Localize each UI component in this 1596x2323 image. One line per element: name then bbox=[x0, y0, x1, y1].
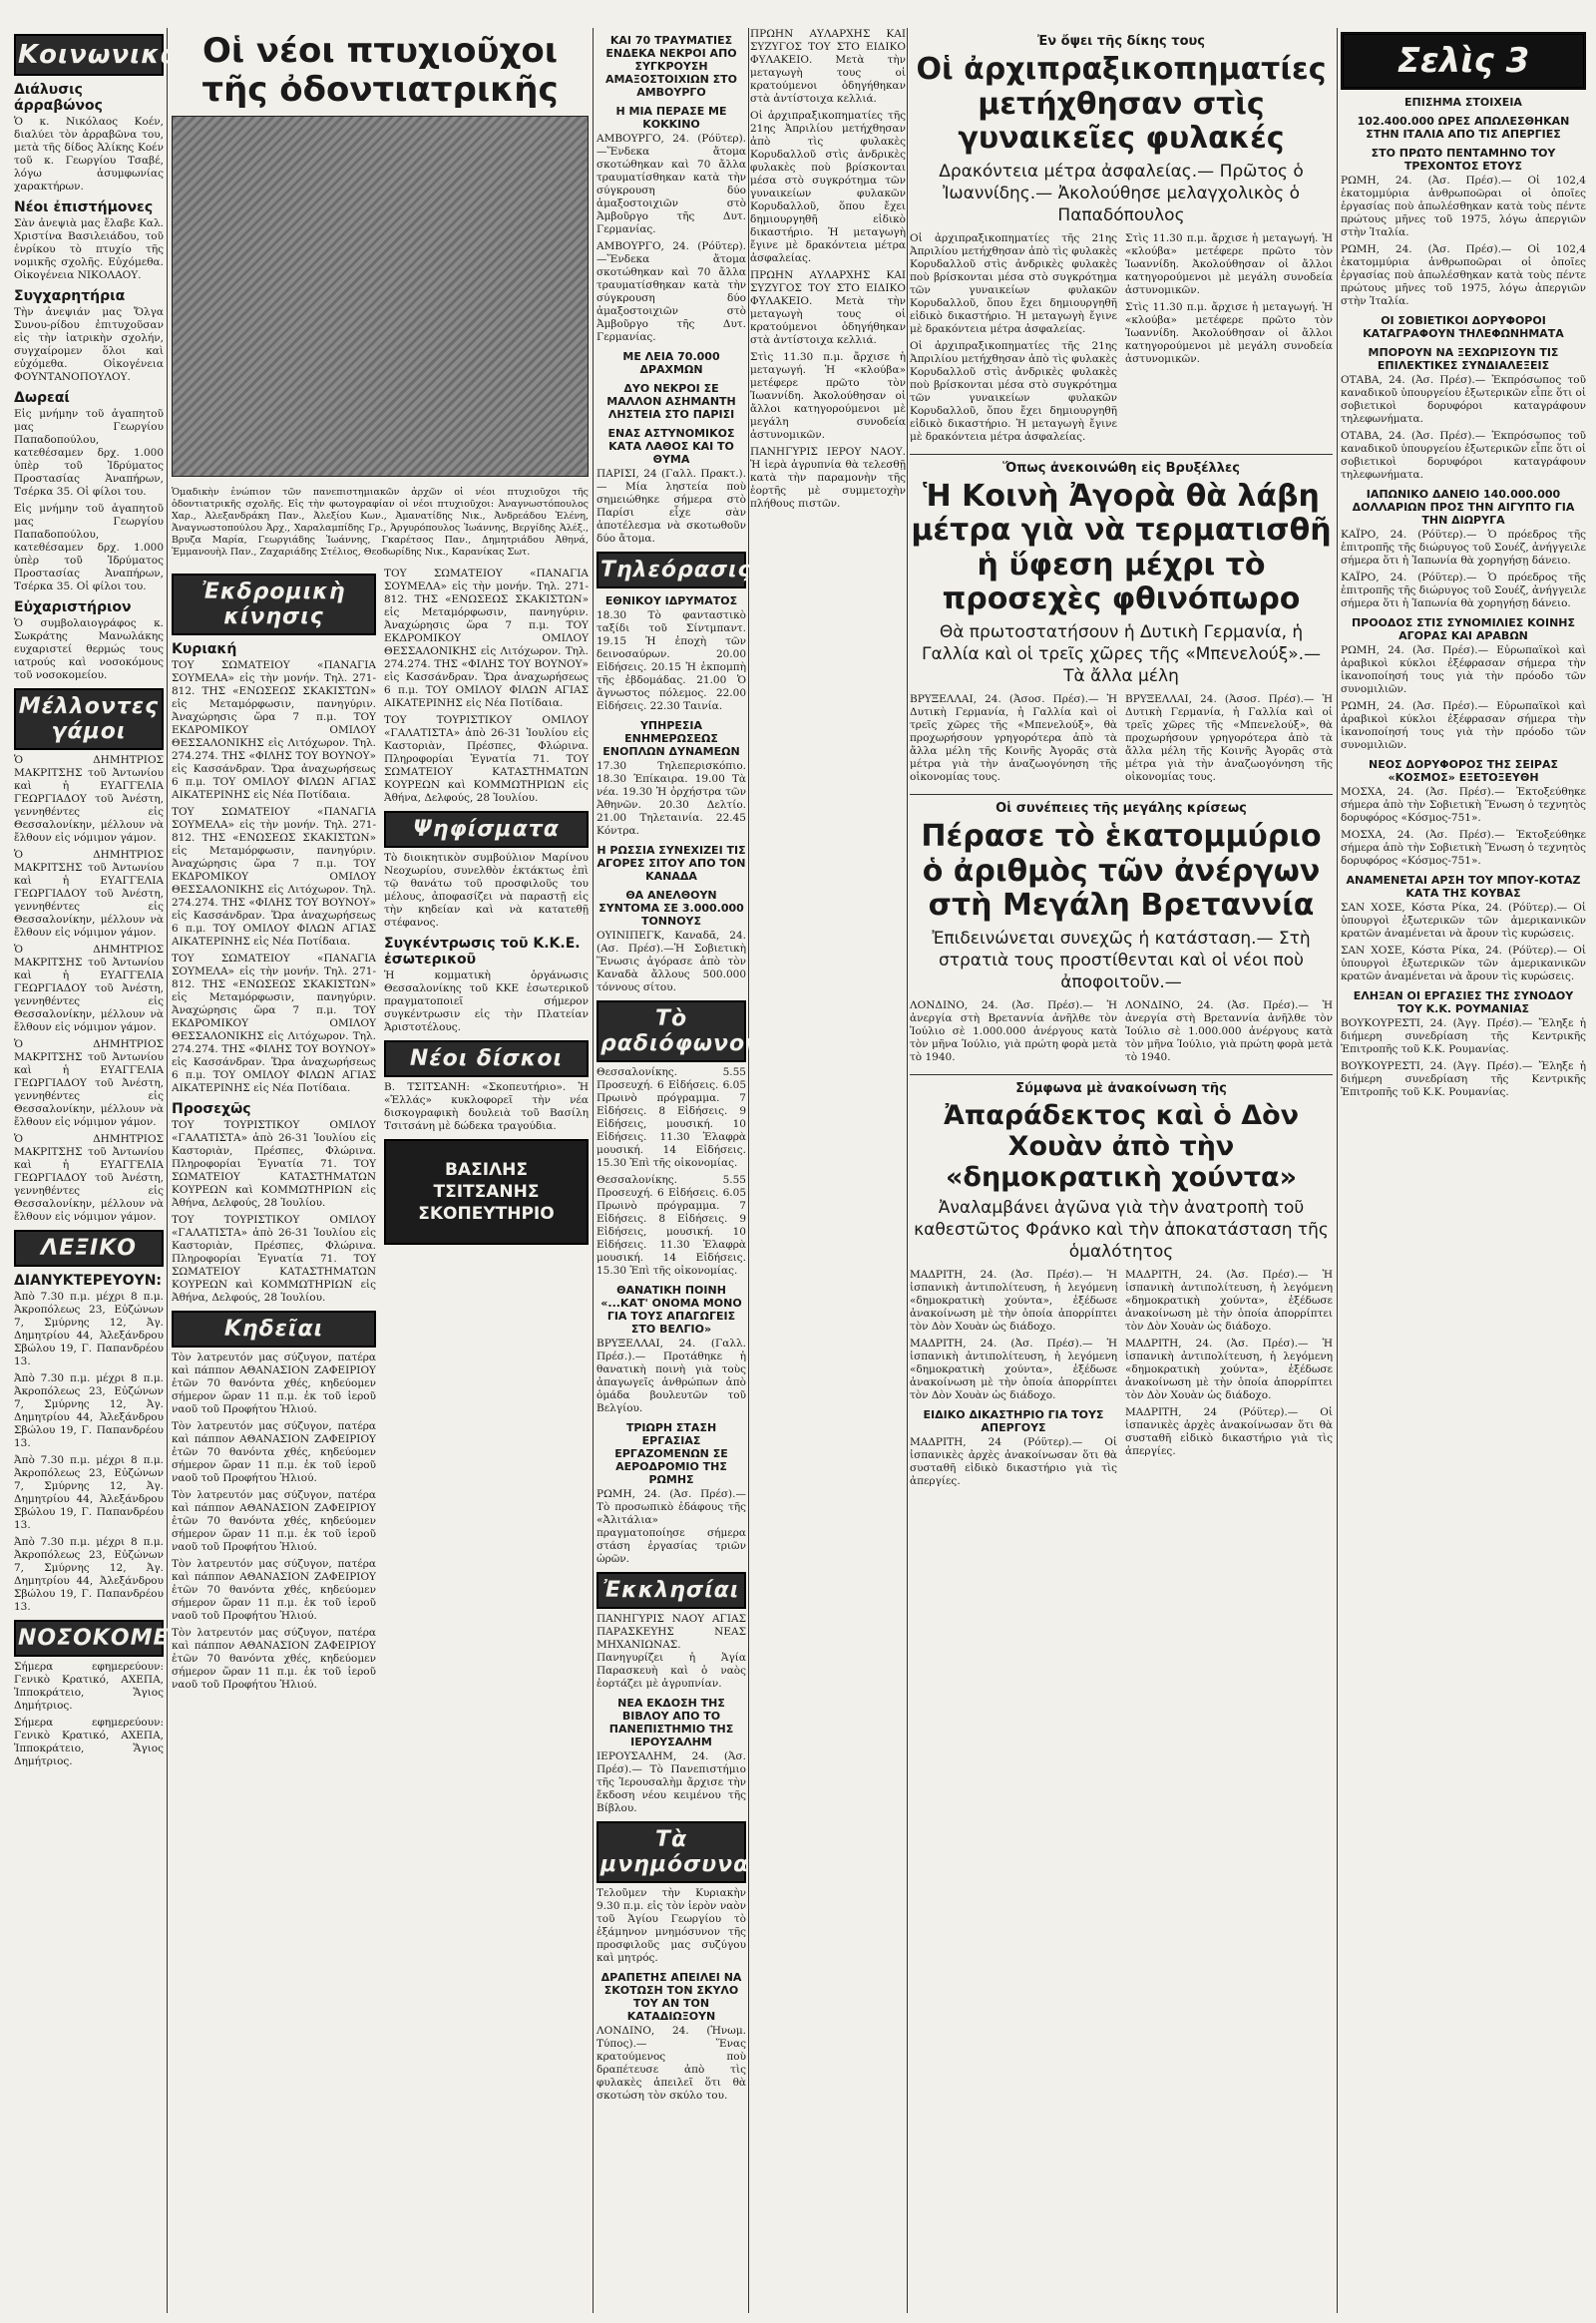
article-text: ΒΡΥΞΕΛΛΑΙ, 24. (Γαλλ. Πρέσ.).— Προτάθηκε ἡ θανατικὴ ποινὴ γιὰ τοὺς ἀπαγωγεῖς ἀνθρώπων ἀπὸ ὁμάδα βουλευτῶν τοῦ Βελγίου. bbox=[597, 1338, 746, 1414]
funeral-notice: Τὸν λατρευτόν μας σύζυγον, πατέρα καὶ πάππον ΑΘΑΝΑΣΙΟΝ ΖΑΦΕΙΡΙΟΥ ἐτῶν 70 θανόντα χθές, κηδεύομεν σήμερον ὥραν 11 π.μ. ἐκ τοῦ ἱεροῦ ναοῦ τοῦ Προφήτου Ἠλιού. bbox=[172, 1558, 376, 1623]
article-text: ΜΑΔΡΙΤΗ, 24. (Ἀσ. Πρέσ).— Ἡ ἰσπανικὴ ἀντιπολίτευση, ἡ λεγόμενη «δημοκρατικὴ χούντα», ἐξέδωσε ἀνακοίνωση μὲ τὴν ὁποία ἀπορρίπτει τὸν Δὸν Χουὰν ὡς διάδοχο. bbox=[910, 1338, 1117, 1402]
kicker: ΣΤΟ ΠΡΩΤΟ ΠΕΝΤΑΜΗΝΟ ΤΟΥ ΤΡΕΧΟΝΤΟΣ ΕΤΟΥΣ bbox=[1371, 147, 1556, 173]
kicker: Ὅπως ἀνεκοινώθη εἰς Βρυξέλλες bbox=[1002, 460, 1240, 476]
kicker: ΘΑΝΑΤΙΚΗ ΠΟΙΝΗ «...ΚΑΤ' ΟΝΟΜΑ ΜΟΝΟ ΓΙΑ ΤΟΥΣ ΑΠΑΓΩΓΕΙΣ ΣΤΟ ΒΕΛΓΙΟ» bbox=[600, 1284, 742, 1336]
article-text: ΠΑΝΗΓΥΡΙΣ ΙΕΡΟΥ ΝΑΟΥ. Ἡ ἱερὰ ἀγρυπνία θὰ τελεσθῇ κατὰ τὴν παραμονὴν τῆς ἑορτῆς μὲ συμμετοχὴν πλήθους πιστῶν. bbox=[750, 446, 906, 510]
article-col bbox=[1125, 1269, 1333, 1492]
article-text: ΡΩΜΗ, 24. (Ἀσ. Πρέσ).— Τὸ προσωπικὸ ἐδάφους τῆς «Ἀλιτάλια» πραγματοποίησε σήμερα στάση ἐργασίας τριῶν ὡρῶν. bbox=[597, 1488, 746, 1565]
excursion-text: ΤΟΥ ΣΩΜΑΤΕΙΟΥ «ΠΑΝΑΓΙΑ ΣΟΥΜΕΛΑ» εἰς τὴν μονήν. Τηλ. 271-812. ΤΗΣ «ΕΝΩΣΕΩΣ ΣΚΑΚΙΣΤΩΝ» εἰς Μεταμόρφωσιν, πανηγύριν. Ἀναχώρησις ὥρα 7 π.μ. ΤΟΥ ΕΚΔΡΟΜΙΚΟΥ ΟΜΙΛΟΥ ΘΕΣΣΑΛΟΝΙΚΗΣ εἰς Λιτόχωρον. Τηλ. 274.274. ΤΗΣ «ΦΙΛΗΣ ΤΟΥ ΒΟΥΝΟΥ» εἰς Κασσάνδραν. Ὥρα ἀναχωρήσεως 6 π.μ. ΤΟΥ ΟΜΙΛΟΥ ΦΙΛΩΝ ΑΓΙΑΣ ΑΙΚΑΤΕΡΙΝΗΣ εἰς Νέα Ποτίδαια. bbox=[172, 953, 376, 1095]
article-text: ΜΑΔΡΙΤΗ, 24. (Ἀσ. Πρέσ).— Ἡ ἰσπανικὴ ἀντιπολίτευση, ἡ λεγόμενη «δημοκρατικὴ χούντα», ἐξέδωσε ἀνακοίνωση μὲ τὴν ὁποία ἀπορρίπτει τὸν Δὸν Χουὰν ὡς διάδοχο. bbox=[1125, 1338, 1333, 1402]
funeral-notice: Τὸν λατρευτόν μας σύζυγον, πατέρα καὶ πάππον ΑΘΑΝΑΣΙΟΝ ΖΑΦΕΙΡΙΟΥ ἐτῶν 70 θανόντα χθές, κηδεύομεν σήμερον ὥραν 11 π.μ. ἐκ τοῦ ἱεροῦ ναοῦ τοῦ Προφήτου Ἠλιού. bbox=[172, 1627, 376, 1692]
section-header-mellontes: Μέλλοντες γάμοι bbox=[14, 688, 164, 750]
kicker: ΝΕΑ ΕΚΔΟΣΗ ΤΗΣ ΒΙΒΛΟΥ ΑΠΟ ΤΟ ΠΑΝΕΠΙΣΤΗΜΙΟ ΤΗΣ ΙΕΡΟΥΣΑΛΗΜ bbox=[608, 1697, 734, 1748]
funeral-notice: Τὸν λατρευτόν μας σύζυγον, πατέρα καὶ πάππον ΑΘΑΝΑΣΙΟΝ ΖΑΦΕΙΡΙΟΥ ἐτῶν 70 θανόντα χθές, κηδεύομεν σήμερον ὥραν 11 π.μ. ἐκ τοῦ ἱεροῦ ναοῦ τοῦ Προφήτου Ἠλιού. bbox=[172, 1352, 376, 1416]
subhead: Συγκέντρωσις τοῦ Κ.Κ.Ε. ἐσωτερικοῦ bbox=[384, 936, 581, 968]
article-text: ΠΡΩΗΝ ΑΥΛΑΡΧΗΣ ΚΑΙ ΣΥΖΥΓΟΣ ΤΟΥ ΣΤΟ ΕΙΔΙΚΟ ΦΥΛΑΚΕΙΟ. Μετὰ τὴν μεταγωγὴ τους οἱ κρατούμενοι ὁδηγήθηκαν στὰ ἀντίστοιχα κελλιά. bbox=[750, 269, 906, 346]
article-columns bbox=[910, 1269, 1333, 1492]
section-header-radiofono: Τὸ ραδιόφωνον bbox=[597, 1000, 746, 1062]
brief-text: ΡΩΜΗ, 24. (Ἀσ. Πρέσ).— Οἱ 102,4 ἑκατομμύρια ἀνθρωποῶραι οἱ ὁποῖες ἐργασίας ποὺ ἀπωλέσθηκαν κατὰ τοὺς πέντε πρώτους μῆνες τοῦ 1975, λόγω ἀπεργιῶν στὴν Ἰταλία. bbox=[1341, 243, 1586, 307]
article-text: ΑΜΒΟΥΡΓΟ, 24. (Ρόϋτερ).—Ἕνδεκα ἄτομα σκοτώθηκαν καὶ 70 ἄλλα τραυματίσθηκαν κατὰ τὴν σύγκρουση δύο ἀμαξοστοιχιῶν στὸ Ἀμβοῦργο τῆς Δυτ. Γερμανίας. bbox=[597, 240, 746, 343]
section-header-psifismata: Ψηφίσματα bbox=[384, 811, 589, 848]
article-text: Στὶς 11.30 π.μ. ἄρχισε ἡ μεταγωγή. Ἡ «κλούβα» μετέφερε πρῶτο τὸν Ἰωαννίδη. Ἀκολούθησαν οἱ ἄλλοι κατηγορούμενοι μὲ μεγάλη συνοδεία ἀστυνομικῶν. bbox=[1125, 300, 1333, 365]
deck: Ἐπιδεινώνεται συνεχῶς ἡ κατάσταση.— Στὴ στρατιὰ τους προστίθενται καὶ οἱ νέοι ποὺ ἀποφοιτοῦν.— bbox=[932, 928, 1311, 992]
deck: Θὰ πρωτοστατήσουν ἡ Δυτικὴ Γερμανία, ἡ Γαλλία καὶ οἱ τρεῖς χῶρες τῆς «Μπενελούξ».— Τὰ ἄλλα μέλη bbox=[921, 621, 1321, 686]
column-world bbox=[910, 28, 1333, 2313]
party-text: Ἡ κομματικὴ ὀργάνωσις Θεσσαλονίκης τοῦ ΚΚΕ ἐσωτερικοῦ πραγματοποιεῖ σήμερον συγκέντρωσιν εἰς τὴν Πλατείαν Ἀριστοτέλους. bbox=[384, 969, 589, 1034]
column-broadcast-news bbox=[597, 28, 762, 2313]
section-header-lexiko: ΛΕΞΙΚΟ bbox=[14, 1230, 164, 1267]
funeral-notice: Τὸν λατρευτόν μας σύζυγον, πατέρα καὶ πάππον ΑΘΑΝΑΣΙΟΝ ΖΑΦΕΙΡΙΟΥ ἐτῶν 70 θανόντα χθές, κηδεύομεν σήμερον ὥραν 11 π.μ. ἐκ τοῦ ἱεροῦ ναοῦ τοῦ Προφήτου Ἠλιού. bbox=[172, 1420, 376, 1485]
kicker: ΟΙ ΣΟΒΙΕΤΙΚΟΙ ΔΟΡΥΦΟΡΟΙ ΚΑΤΑΓΡΑΦΟΥΝ ΤΗΛΕΦΩΝΗΜΑΤΑ bbox=[1363, 314, 1564, 340]
article-col bbox=[910, 232, 1117, 448]
subhead: Συγχαρητήρια bbox=[14, 288, 126, 304]
brief-text: ΜΟΣΧΑ, 24. (Ἀσ. Πρέσ).— Ἐκτοξεύθηκε σήμερα ἀπὸ τὴν Σοβιετικὴ Ἕνωση ὁ τεχνητὸς δορυφόρος «Κόσμος-751». bbox=[1341, 786, 1586, 824]
article-text: ΛΟΝΔΙΝΟ, 24. (Ἀσ. Πρέσ).— Ἡ ἀνεργία στὴ Βρεταννία ἀνῆλθε τὸν Ἰούλιο σὲ 1.000.000 ἀνέργους κατὰ τὸν μῆνα Ἰούλιο, γιὰ πρώτη φορὰ μετὰ τὸ 1940. bbox=[1125, 998, 1333, 1063]
article-text: ΛΟΝΔΙΝΟ, 24. (Ἡνωμ. Τύπος).— Ἕνας κρατούμενος ποὺ δραπέτευσε ἀπὸ τὶς φυλακὲς ἀπειλεῖ ὅτι θὰ σκοτώση τὸν σκύλο του. bbox=[597, 2025, 746, 2102]
funeral-notice: Τὸν λατρευτόν μας σύζυγον, πατέρα καὶ πάππον ΑΘΑΝΑΣΙΟΝ ΖΑΦΕΙΡΙΟΥ ἐτῶν 70 θανόντα χθές, κηδεύομεν σήμερον ὥραν 11 π.μ. ἐκ τοῦ ἱεροῦ ναοῦ τοῦ Προφήτου Ἠλιού. bbox=[172, 1489, 376, 1554]
column-rule bbox=[907, 28, 908, 2313]
kicker: ΘΑ ΑΝΕΛΘΟΥΝ ΣΥΝΤΟΜΑ ΣΕ 3.000.000 ΤΟΝΝΟΥΣ bbox=[598, 889, 744, 928]
brief-text: ΚΑΪΡΟ, 24. (Ρόϋτερ).— Ὁ πρόεδρος τῆς ἐπιτροπῆς τῆς διώρυγος τοῦ Σουέζ, ἀνήγγειλε σήμερα ὅτι ἡ Ἰαπωνία θὰ χορηγήσῃ δάνειο. bbox=[1341, 572, 1586, 609]
article-text: ΠΑΡΙΣΙ, 24 (Γαλλ. Πρακτ.).— Μία ληστεία ποὺ σημειώθηκε σήμερα στὸ Παρίσι εἶχε σὰν ἀποτέλεσμα νὰ σκοτωθοῦν δύο ἄτομα. bbox=[597, 468, 746, 545]
subhead: Δωρεαί bbox=[14, 390, 70, 406]
section-header-kideiai: Κηδεῖαι bbox=[172, 1311, 376, 1348]
hospital-list: Σήμερα εφημερεύουν: Γενικὸ Κρατικό, ΑΧΕΠΑ, Ἱπποκράτειο, Ἅγιος Δημήτριος. bbox=[14, 1717, 164, 1767]
kicker: ΝΕΟΣ ΔΟΡΥΦΟΡΟΣ ΤΗΣ ΣΕΙΡΑΣ «ΚΟΣΜΟΣ» ΕΞΕΤΟΞΕΥΘΗ bbox=[1368, 758, 1559, 784]
kicker: ΔΡΑΠΕΤΗΣ ΑΠΕΙΛΕΙ ΝΑ ΣΚΟΤΩΣΗ ΤΟΝ ΣΚΥΛΟ ΤΟΥ ΑΝ ΤΟΝ ΚΑΤΑΔΙΩΞΟΥΝ bbox=[600, 1971, 742, 2023]
kicker: Ἐν ὄψει τῆς δίκης τους bbox=[1037, 34, 1205, 49]
subhead: ΔΙΑΝΥΚΤΕΡΕΥΟΥΝ: bbox=[14, 1273, 163, 1289]
brief-text: ΒΟΥΚΟΥΡΕΣΤΙ, 24. (Ἀγγ. Πρέσ).— Ἔληξε ἡ διήμερη συνεδρίαση τῆς Κεντρικῆς Ἐπιτροπῆς τοῦ Κ.Κ. Ρουμανίας. bbox=[1341, 1017, 1586, 1055]
column-local bbox=[172, 28, 589, 2313]
article-text: ΙΕΡΟΥΣΑΛΗΜ, 24. (Ἀσ. Πρέσ).— Τὸ Πανεπιστήμιο τῆς Ἱερουσαλὴμ ἄρχισε τὴν ἔκδοση νέου κειμένου τῆς Βίβλου. bbox=[597, 1750, 746, 1814]
notice-text: Ὁ ΔΗΜΗΤΡΙΟΣ ΜΑΚΡΙΤΣΗΣ τοῦ Ἀντωνίου καὶ ἡ ΕΥΑΓΓΕΛΙΑ ΓΕΩΡΓΙΑΔΟΥ τοῦ Ἀνέστη, γεννηθέντες εἰς Θεσσαλονίκην, μέλλουν νὰ ἔλθουν εἰς νόμιμον γάμον. bbox=[14, 849, 164, 939]
kicker: Οἱ συνέπειες τῆς μεγάλης κρίσεως bbox=[996, 801, 1247, 817]
excursion-text: ΤΟΥ ΤΟΥΡΙΣΤΙΚΟΥ ΟΜΙΛΟΥ «ΓΑΛΑΤΙΣΤΑ» ἀπὸ 26-31 Ἰουλίου εἰς Καστοριὰν, Πρέσπες, Φλώρινα. Πληροφορίαι Ἐγνατία 71. ΤΟΥ ΣΩΜΑΤΕΙΟΥ ΚΑΤΑΣΤΗΜΑΤΩΝ ΚΟΥΡΕΩΝ καὶ ΚΟΜΜΩΤΗΡΙΩΝ εἰς Ἀθήνα, Δελφούς, 28 Ἰουλίου. bbox=[384, 714, 589, 805]
headline-odontiatriki: Οἱ νέοι πτυχιοῦχοι τῆς ὀδοντιατρικῆς bbox=[201, 31, 559, 111]
brief-text: ΜΟΣΧΑ, 24. (Ἀσ. Πρέσ).— Ἐκτοξεύθηκε σήμερα ἀπὸ τὴν Σοβιετικὴ Ἕνωση ὁ τεχνητὸς δορυφόρος «Κόσμος-751». bbox=[1341, 829, 1586, 867]
pharmacy-list: Ἀπὸ 7.30 π.μ. μέχρι 8 π.μ. Ἀκροπόλεως 23, Εὐζώνων 7, Σμύρνης 12, Ἀγ. Δημητρίου 44, Ἀλεξάνδρου Σβώλου 19, Γ. Παπανδρέου 13. bbox=[14, 1454, 164, 1531]
column-continuation bbox=[750, 28, 906, 2313]
notice-text: Τὴν ἀνεψιάν μας Ὄλγα Συνου-ρίδου ἐπιτυχοῦσαν εἰς τὴν ἰατρικὴν σχολήν, συγχαίρομεν ὅλοι καὶ εὐχόμεθα. Οἰκογένεια ΦΟΥΝΤΑΝΟΠΟΥΛΟΥ. bbox=[14, 306, 164, 383]
subhead: Νέοι ἐπιστήμονες bbox=[14, 199, 154, 215]
notice-text: Ὁ ΔΗΜΗΤΡΙΟΣ ΜΑΚΡΙΤΣΗΣ τοῦ Ἀντωνίου καὶ ἡ ΕΥΑΓΓΕΛΙΑ ΓΕΩΡΓΙΑΔΟΥ τοῦ Ἀνέστη, γεννηθέντες εἰς Θεσσαλονίκην, μέλλουν νὰ ἔλθουν εἰς νόμιμον γάμον. bbox=[14, 754, 164, 844]
notice-text: Ὁ κ. Νικόλαος Κοέν, διαλύει τὸν ἀρραβῶνα του, μετὰ τῆς δίδος Ἀλίκης Κοέν τοῦ κ. Γεωργίου Τσαβέ, λόγω ἀσυμφωνίας χαρακτήρων. bbox=[14, 116, 164, 193]
article-text: ΜΑΔΡΙΤΗ, 24 (Ρόϋτερ).— Οἱ ἰσπανικὲς ἀρχὲς ἀνακοίνωσαν ὅτι θὰ συσταθῆ εἰδικὸ δικαστήριο γιὰ τὶς ἀπεργίες. bbox=[1125, 1406, 1333, 1458]
radio-listing: Θεσσαλονίκης. 5.55 Προσευχή. 6 Εἰδήσεις. 6.05 Πρωινὸ πρόγραμμα. 7 Εἰδήσεις. 8 Εἰδήσεις. 9 Εἰδήσεις, μουσική. 10 Εἰδήσεις. 11.30 Ἑλαφρὰ μουσική. 14 Εἰδήσεις. 15.30 Ἐπὶ τῆς οἰκονομίας. bbox=[597, 1066, 746, 1169]
album-cover: ΒΑΣΙΛΗΣ ΤΣΙΤΣΑΝΗΣ ΣΚΟΠΕΥΤΗΡΙΟ bbox=[384, 1139, 589, 1245]
article-text: ΟΥΙΝΙΠΕΓΚ, Καναδᾶ, 24. (Ασ. Πρέσ).—Ἡ Σοβιετικὴ Ἕνωσις ἀγόρασε ἀπὸ τὸν Καναδὰ ἄλλους 500.000 τόννους σίτου. bbox=[597, 930, 746, 993]
notice-text: Εἰς μνήμην τοῦ ἀγαπητοῦ μας Γεωργίου Παπαδοπούλου, κατεθέσαμεν δρχ. 1.000 ὑπὲρ τοῦ Ἱδρύματος Προστασίας Ἀναπήρων, Τσέρκα 35. Οἱ φίλοι του. bbox=[14, 503, 164, 592]
memorial-text: Τελοῦμεν τὴν Κυριακὴν 9.30 π.μ. εἰς τὸν ἱερὸν ναὸν τοῦ Ἁγίου Γεωργίου τὸ ἐξάμηνον μνημόσυνον τῆς προσφιλοῦς μας συζύγου καὶ μητρός. bbox=[597, 1887, 746, 1964]
brief-text: ΣΑΝ ΧΟΣΕ, Κόστα Ρίκα, 24. (Ρόϋτερ).— Οἱ ὑπουργοὶ ἐξωτερικῶν τῶν ἀμερικανικῶν κρατῶν ἀναμένεται νὰ ἄρουν τὶς κυρώσεις. bbox=[1341, 902, 1586, 940]
kicker: ΙΑΠΩΝΙΚΟ ΔΑΝΕΙΟ 140.000.000 ΔΟΛΛΑΡΙΩΝ ΠΡΟΣ ΤΗΝ ΑΙΓΥΠΤΟ ΓΙΑ ΤΗΝ ΔΙΩΡΥΓΑ bbox=[1352, 488, 1575, 527]
headline-don-juan: Ἀπαράδεκτος καὶ ὁ Δὸν Χουὰν ἀπὸ τὴν «δημοκρατικὴ χούντα» bbox=[943, 1099, 1300, 1193]
excursion-text: ΤΟΥ ΤΟΥΡΙΣΤΙΚΟΥ ΟΜΙΛΟΥ «ΓΑΛΑΤΙΣΤΑ» ἀπὸ 26-31 Ἰουλίου εἰς Καστοριὰν, Πρέσπες, Φλώρινα. Πληροφορίαι Ἐγνατία 71. ΤΟΥ ΣΩΜΑΤΕΙΟΥ ΚΑΤΑΣΤΗΜΑΤΩΝ ΚΟΥΡΕΩΝ καὶ ΚΟΜΜΩΤΗΡΙΩΝ εἰς Ἀθήνα, Δελφούς, 28 Ἰουλίου. bbox=[172, 1214, 376, 1305]
article-text: ΛΟΝΔΙΝΟ, 24. (Ἀσ. Πρέσ).— Ἡ ἀνεργία στὴ Βρεταννία ἀνῆλθε τὸν Ἰούλιο σὲ 1.000.000 ἀνέργους κατὰ τὸν μῆνα Ἰούλιο, γιὰ πρώτη φορὰ μετὰ τὸ 1940. bbox=[910, 998, 1117, 1063]
kicker: Η ΡΩΣΣΙΑ ΣΥΝΕΧΙΖΕΙ ΤΙΣ ΑΓΟΡΕΣ ΣΙΤΟΥ ΑΠΟ ΤΟΝ ΚΑΝΑΔΑ bbox=[597, 844, 746, 883]
kicker: Σύμφωνα μὲ ἀνακοίνωση τῆς bbox=[1015, 1080, 1227, 1096]
brief-text: ΒΟΥΚΟΥΡΕΣΤΙ, 24. (Ἀγγ. Πρέσ).— Ἔληξε ἡ διήμερη συνεδρίαση τῆς Κεντρικῆς Ἐπιτροπῆς τοῦ Κ.Κ. Ρουμανίας. bbox=[1341, 1060, 1586, 1098]
column-briefs bbox=[1341, 28, 1586, 2313]
tv-channel: ΕΘΝΙΚΟΥ ΙΔΡΥΜΑΤΟΣ bbox=[604, 594, 738, 607]
column-rule bbox=[748, 28, 749, 2313]
pharmacy-list: Ἀπὸ 7.30 π.μ. μέχρι 8 π.μ. Ἀκροπόλεως 23, Εὐζώνων 7, Σμύρνης 12, Ἀγ. Δημητρίου 44, Ἀλεξάνδρου Σβώλου 19, Γ. Παπανδρέου 13. bbox=[14, 1291, 164, 1367]
record-text: Β. ΤΣΙΤΣΑΝΗ: «Σκοπευτήριο». Ἡ «Ἑλλάς» κυκλοφορεῖ τὴν νέα δισκογραφικὴ δουλειὰ τοῦ Βασίλη Τσιτσάνη μὲ δώδεκα τραγούδια. bbox=[384, 1081, 589, 1133]
article-columns bbox=[910, 693, 1333, 788]
excursion-text: ΤΟΥ ΣΩΜΑΤΕΙΟΥ «ΠΑΝΑΓΙΑ ΣΟΥΜΕΛΑ» εἰς τὴν μονήν. Τηλ. 271-812. ΤΗΣ «ΕΝΩΣΕΩΣ ΣΚΑΚΙΣΤΩΝ» εἰς Μεταμόρφωσιν, πανηγύριν. Ἀναχώρησις ὥρα 7 π.μ. ΤΟΥ ΕΚΔΡΟΜΙΚΟΥ ΟΜΙΛΟΥ ΘΕΣΣΑΛΟΝΙΚΗΣ εἰς Λιτόχωρον. Τηλ. 274.274. ΤΗΣ «ΦΙΛΗΣ ΤΟΥ ΒΟΥΝΟΥ» εἰς Κασσάνδραν. Ὥρα ἀναχωρήσεως 6 π.μ. ΤΟΥ ΟΜΙΛΟΥ ΦΙΛΩΝ ΑΓΙΑΣ ΑΙΚΑΤΕΡΙΝΗΣ εἰς Νέα Ποτίδαια. bbox=[172, 806, 376, 949]
subhead: Διάλυσις άρραβώνος bbox=[14, 82, 103, 114]
resolution-text: Τὸ διοικητικὸν συμβούλιον Μαρίνου Νεοχωρίου, συνελθὸν ἐκτάκτως ἐπὶ τῷ θανάτω τοῦ προσφιλοῦς του μέλους, ἀποφασίζει νὰ παραστῇ εἰς τὴν κηδείαν καὶ νὰ κατατεθῇ στέφανος. bbox=[384, 852, 589, 930]
article-text: ΠΡΩΗΝ ΑΥΛΑΡΧΗΣ ΚΑΙ ΣΥΖΥΓΟΣ ΤΟΥ ΣΤΟ ΕΙΔΙΚΟ ΦΥΛΑΚΕΙΟ. Μετὰ τὴν μεταγωγὴ τους οἱ κρατούμενοι ὁδηγήθηκαν στὰ ἀντίστοιχα κελλιά. bbox=[750, 28, 906, 105]
article-text: Οἱ ἀρχιπραξικοπηματίες τῆς 21ης Ἀπριλίου μετήχθησαν ἀπὸ τὶς φυλακὲς Κορυδαλλοῦ στὶς ἀνδρικὲς φυλακὲς ποὺ βρίσκονται μέσα στὸ συγκρότημα τῶν γυναικείων φυλακῶν Κορυδαλλοῦ, ὅπου ἔχει δημιουργηθῆ εἰδικὸ δικαστήριο. Ἡ μεταγωγὴ ἔγινε μὲ δρακόντεια μέτρα ἀσφαλείας. bbox=[910, 339, 1117, 443]
kicker: ΑΝΑΜΕΝΕΤΑΙ ΑΡΣΗ ΤΟΥ ΜΠΟΥ-ΚΟΤΑΖ ΚΑΤΑ ΤΗΣ ΚΟΥΒΑΣ bbox=[1346, 874, 1581, 900]
kicker: ΕΠΙΣΗΜΑ ΣΤΟΙΧΕΙΑ bbox=[1404, 96, 1522, 109]
column-social bbox=[14, 28, 197, 2313]
kicker: ΚΑΙ 70 ΤΡΑΥΜΑΤΙΕΣ ΕΝΔΕΚΑ ΝΕΚΡΟΙ ΑΠΟ ΣΥΓΚΡΟΥΣΗ ΑΜΑΞΟΣΤΟΙΧΙΩΝ ΣΤΟ ΑΜΒΟΥΡΓΟ bbox=[604, 34, 738, 99]
section-header-ekdromiki: Ἐκδρομικὴ κίνησις bbox=[172, 574, 376, 635]
article-col bbox=[910, 999, 1117, 1068]
notice-text: Ὁ ΔΗΜΗΤΡΙΟΣ ΜΑΚΡΙΤΣΗΣ τοῦ Ἀντωνίου καὶ ἡ ΕΥΑΓΓΕΛΙΑ ΓΕΩΡΓΙΑΔΟΥ τοῦ Ἀνέστη, γεννηθέντες εἰς Θεσσαλονίκην, μέλλουν νὰ ἔλθουν εἰς νόμιμον γάμον. bbox=[14, 944, 164, 1033]
ekdromiki-block bbox=[172, 568, 376, 1696]
article-col bbox=[1125, 693, 1333, 788]
section-header-mnimosyna: Τὰ μνημόσυνα bbox=[597, 1821, 746, 1883]
section-header-neoi-diskoi: Νέοι δίσκοι bbox=[384, 1040, 589, 1077]
subhead: Κυριακή bbox=[172, 641, 237, 658]
local-inner-columns bbox=[172, 568, 589, 1696]
divider bbox=[910, 454, 1333, 455]
article-text: ΑΜΒΟΥΡΓΟ, 24. (Ρόϋτερ).—Ἕνδεκα ἄτομα σκοτώθηκαν καὶ 70 ἄλλα τραυματίσθηκαν κατὰ τὴν σύγκρουση δύο ἀμαξοστοιχιῶν στὸ Ἀμβοῦργο τῆς Δυτ. Γερμανίας. bbox=[597, 133, 746, 235]
radio-listing: Θεσσαλονίκης. 5.55 Προσευχή. 6 Εἰδήσεις. 6.05 Πρωινὸ πρόγραμμα. 7 Εἰδήσεις. 8 Εἰδήσεις. 9 Εἰδήσεις, μουσική. 10 Εἰδήσεις. 11.30 Ἑλαφρὰ μουσική. 14 Εἰδήσεις. 15.30 Ἐπὶ τῆς οἰκονομίας. bbox=[597, 1174, 746, 1277]
article-text: Στὶς 11.30 π.μ. ἄρχισε ἡ μεταγωγή. Ἡ «κλούβα» μετέφερε πρῶτο τὸν Ἰωαννίδη. Ἀκολούθησαν οἱ ἄλλοι κατηγορούμενοι μὲ μεγάλη συνοδεία ἀστυνομικῶν. bbox=[750, 351, 906, 441]
divider bbox=[910, 1074, 1333, 1075]
kicker: ΜΠΟΡΟΥΝ ΝΑ ΞΕΧΩΡΙΣΟΥΝ ΤΙΣ ΕΠΙΛΕΚΤΙΚΕΣ ΣΥΝΔΙΑΛΕΞΕΙΣ bbox=[1368, 346, 1559, 372]
graduates-photo bbox=[172, 116, 589, 477]
pharmacy-list: Ἀπὸ 7.30 π.μ. μέχρι 8 π.μ. Ἀκροπόλεως 23, Εὐζώνων 7, Σμύρνης 12, Ἀγ. Δημητρίου 44, Ἀλεξάνδρου Σβώλου 19, Γ. Παπανδρέου 13. bbox=[14, 1372, 164, 1449]
column-rule bbox=[593, 28, 594, 2313]
notice-text: Εἰς μνήμην τοῦ ἀγαπητοῦ μας Γεωργίου Παπαδοπούλου, κατεθέσαμεν δρχ. 1.000 ὑπὲρ τοῦ Ἱδρύματος Προστασίας Ἀναπήρων, Τσέρκα 35. Οἱ φίλοι του. bbox=[14, 408, 164, 498]
headline-junta-prisoners: Οἱ ἀρχιπραξικοπηματίες μετήχθησαν στὶς γυναικεῖες φυλακές bbox=[916, 52, 1327, 156]
kicker: Η ΜΙΑ ΠΕΡΑΣΕ ΜΕ ΚΟΚΚΙΝΟ bbox=[615, 105, 727, 131]
article-col bbox=[910, 693, 1117, 788]
hospital-list: Σήμερα εφημερεύουν: Γενικὸ Κρατικό, ΑΧΕΠΑ, Ἱπποκράτειο, Ἅγιος Δημήτριος. bbox=[14, 1661, 164, 1712]
article-text: ΜΑΔΡΙΤΗ, 24. (Ἀσ. Πρέσ).— Ἡ ἰσπανικὴ ἀντιπολίτευση, ἡ λεγόμενη «δημοκρατικὴ χούντα», ἐξέδωσε ἀνακοίνωση μὲ τὴν ὁποία ἀπορρίπτει τὸν Δὸν Χουὰν ὡς διάδοχο. bbox=[910, 1269, 1117, 1334]
kicker: ΕΛΗΞΑΝ ΟΙ ΕΡΓΑΣΙΕΣ ΤΗΣ ΣΥΝΟΔΟΥ ΤΟΥ Κ.Κ. ΡΟΥΜΑΝΙΑΣ bbox=[1353, 989, 1574, 1015]
kicker: ΜΕ ΛΕΙΑ 70.000 ΔΡΑΧΜΩΝ bbox=[622, 350, 720, 376]
deck: Ἀναλαμβάνει ἀγῶνα γιὰ τὴν ἀνατροπὴ τοῦ καθεστῶτος Φράνκο καὶ τὴν ἀποκατάσταση τῆς ὁμαλότητος bbox=[914, 1197, 1329, 1263]
headline-britain-unemployment: Πέρασε τὸ ἑκατομμύριο ὁ ἀριθμὸς τῶν ἀνέργων στὴ Μεγάλη Βρεταννία bbox=[921, 819, 1322, 924]
brief-text: ΟΤΑΒΑ, 24. (Ἀσ. Πρέσ).— Ἐκπρόσωπος τοῦ καναδικοῦ ὑπουργείου ἐξωτερικῶν εἶπε ὅτι οἱ σοβιετικοὶ δορυφόροι καταγράφουν τηλεφωνήματα. bbox=[1341, 430, 1586, 481]
article-columns bbox=[910, 999, 1333, 1068]
column-rule bbox=[167, 28, 168, 2313]
section-header-ekklisiai: Ἐκκλησίαι bbox=[597, 1572, 746, 1609]
excursion-text: ΤΟΥ ΣΩΜΑΤΕΙΟΥ «ΠΑΝΑΓΙΑ ΣΟΥΜΕΛΑ» εἰς τὴν μονήν. Τηλ. 271-812. ΤΗΣ «ΕΝΩΣΕΩΣ ΣΚΑΚΙΣΤΩΝ» εἰς Μεταμόρφωσιν, πανηγύριν. Ἀναχώρησις ὥρα 7 π.μ. ΤΟΥ ΕΚΔΡΟΜΙΚΟΥ ΟΜΙΛΟΥ ΘΕΣΣΑΛΟΝΙΚΗΣ εἰς Λιτόχωρον. Τηλ. 274.274. ΤΗΣ «ΦΙΛΗΣ ΤΟΥ ΒΟΥΝΟΥ» εἰς Κασσάνδραν. Ὥρα ἀναχωρήσεως 6 π.μ. ΤΟΥ ΟΜΙΛΟΥ ΦΙΛΩΝ ΑΓΙΑΣ ΑΙΚΑΤΕΡΙΝΗΣ εἰς Νέα Ποτίδαια. bbox=[384, 568, 589, 710]
notice-text: Ὁ ΔΗΜΗΤΡΙΟΣ ΜΑΚΡΙΤΣΗΣ τοῦ Ἀντωνίου καὶ ἡ ΕΥΑΓΓΕΛΙΑ ΓΕΩΡΓΙΑΔΟΥ τοῦ Ἀνέστη, γεννηθέντες εἰς Θεσσαλονίκην, μέλλουν νὰ ἔλθουν εἰς νόμιμον γάμον. bbox=[14, 1038, 164, 1128]
kicker: ΕΙΔΙΚΟ ΔΙΚΑΣΤΗΡΙΟ ΓΙΑ ΤΟΥΣ ΑΠΕΡΓΟΥΣ bbox=[923, 1408, 1104, 1435]
column-rule bbox=[1337, 28, 1338, 2313]
divider bbox=[910, 794, 1333, 795]
article-text: ΒΡΥΞΕΛΛΑΙ, 24. (Ἀσοσ. Πρέσ).— Ἡ Δυτικὴ Γερμανία, ἡ Γαλλία καὶ οἱ τρεῖς χῶρες τῆς «Μπενελούξ», θὰ προχωρήσουν γρηγορότερα ἀπὸ τὰ ἄλλα μέλη τῆς Κοινῆς Ἀγορᾶς στὰ μέτρα γιὰ τὴν ἀναζωογόνηση τῆς οἰκονομίας τους. bbox=[910, 693, 1117, 784]
deck: Δρακόντεια μέτρα ἀσφαλείας.— Πρῶτος ὁ Ἰωαννίδης.— Ἀκολούθησε μελαγχολικὸς ὁ Παπαδόπουλος bbox=[939, 161, 1304, 225]
article-col bbox=[1125, 999, 1333, 1068]
article-text: Στὶς 11.30 π.μ. ἄρχισε ἡ μεταγωγή. Ἡ «κλούβα» μετέφερε πρῶτο τὸν Ἰωαννίδη. Ἀκολούθησαν οἱ ἄλλοι κατηγορούμενοι μὲ μεγάλη συνοδεία ἀστυνομικῶν. bbox=[1125, 231, 1333, 296]
kicker: ΤΡΙΩΡΗ ΣΤΑΣΗ ΕΡΓΑΣΙΑΣ ΕΡΓΑΖΟΜΕΝΩΝ ΣΕ ΑΕΡΟΔΡΟΜΙΟ ΤΗΣ ΡΩΜΗΣ bbox=[614, 1421, 728, 1486]
section-header-koinonika: Κοινωνικά bbox=[14, 34, 164, 76]
page-number-badge: Σελὶς 3 bbox=[1341, 32, 1586, 90]
article-columns bbox=[910, 232, 1333, 448]
subhead: Εὐχαριστήριον bbox=[14, 599, 132, 615]
tv-listing: 17.30 Τηλεπερισκόπιο. 18.30 Ἐπίκαιρα. 19.00 Τὰ νέα. 19.30 Ἡ ὀρχήστρα τῶν Ἀθηνῶν. 20.30 Δελτίο. 21.00 Τηλεταινία. 22.45 Κόντρα. bbox=[597, 760, 746, 837]
article-text: ΒΡΥΞΕΛΛΑΙ, 24. (Ἀσοσ. Πρέσ).— Ἡ Δυτικὴ Γερμανία, ἡ Γαλλία καὶ οἱ τρεῖς χῶρες τῆς «Μπενελούξ», θὰ προχωρήσουν γρηγορότερα ἀπὸ τὰ ἄλλα μέλη τῆς Κοινῆς Ἀγορᾶς στὰ μέτρα γιὰ τὴν ἀναζωογόνηση τῆς οἰκονομίας τους. bbox=[1125, 693, 1333, 784]
church-text: ΠΑΝΗΓΥΡΙΣ ΝΑΟΥ ΑΓΙΑΣ ΠΑΡΑΣΚΕΥΗΣ ΝΕΑΣ ΜΗΧΑΝΙΩΝΑΣ. Πανηγυρίζει ἡ Ἁγία Παρασκευὴ καὶ ὁ ναὸς ἑορτάζει μὲ ἀγρυπνίαν. bbox=[597, 1613, 746, 1690]
section-header-nosokomeia: ΝΟΣΟΚΟΜΕΙΑ bbox=[14, 1620, 164, 1657]
kicker: ΕΝΑΣ ΑΣΤΥΝΟΜΙΚΟΣ ΚΑΤΑ ΛΑΘΟΣ ΚΑΙ ΤΟ ΘΥΜΑ bbox=[607, 427, 735, 466]
brief-text: ΡΩΜΗ, 24. (Ἀσ. Πρέσ).— Οἱ 102,4 ἑκατομμύρια ἀνθρωποῶραι οἱ ὁποῖες ἐργασίας ποὺ ἀπωλέσθηκαν κατὰ τοὺς πέντε πρώτους μῆνες τοῦ 1975, λόγω ἀπεργιῶν στὴν Ἰταλία. bbox=[1341, 175, 1586, 238]
notice-text: Ὁ συμβολαιογράφος κ. Σωκράτης Μανωλάκης ευχαριστεί θερμώς τους ιατρούς καὶ νοσοκόμους τοῦ νοσοκομείου. bbox=[14, 617, 164, 681]
section-header-tileorasi: Τηλεόρασις bbox=[597, 552, 746, 588]
headline-common-market: Ἡ Κοινὴ Ἀγορὰ θὰ λάβη μέτρα γιὰ νὰ τερματισθῆ ἡ ὕφεση μέχρι τὸ προσεχὲς φθινόπωρο bbox=[911, 478, 1332, 617]
brief-text: ΚΑΪΡΟ, 24. (Ρόϋτερ).— Ὁ πρόεδρος τῆς ἐπιτροπῆς τῆς διώρυγος τοῦ Σουέζ, ἀνήγγειλε σήμερα ὅτι ἡ Ἰαπωνία θὰ χορηγήσῃ δάνειο. bbox=[1341, 529, 1586, 567]
article-text: Οἱ ἀρχιπραξικοπηματίες τῆς 21ης Ἀπριλίου μετήχθησαν ἀπὸ τὶς φυλακὲς Κορυδαλλοῦ στὶς ἀνδρικὲς φυλακὲς ποὺ βρίσκονται μέσα στὸ συγκρότημα τῶν γυναικείων φυλακῶν Κορυδαλλοῦ, ὅπου ἔχει δημιουργηθῆ εἰδικὸ δικαστήριο. Ἡ μεταγωγὴ ἔγινε μὲ δρακόντεια μέτρα ἀσφαλείας. bbox=[910, 231, 1117, 335]
article-text: Οἱ ἀρχιπραξικοπηματίες τῆς 21ης Ἀπριλίου μετήχθησαν ἀπὸ τὶς φυλακὲς Κορυδαλλοῦ στὶς ἀνδρικὲς φυλακὲς ποὺ βρίσκονται μέσα στὸ συγκρότημα τῶν γυναικείων φυλακῶν Κορυδαλλοῦ, ὅπου ἔχει δημιουργηθῆ εἰδικὸ δικαστήριο. Ἡ μεταγωγὴ ἔγινε μὲ δρακόντεια μέτρα ἀσφαλείας. bbox=[750, 110, 906, 264]
tv-channel: ΥΠΗΡΕΣΙΑ ΕΝΗΜΕΡΩΣΕΩΣ ΕΝΟΠΛΩΝ ΔΥΝΑΜΕΩΝ bbox=[602, 719, 740, 758]
photo-caption: Ὁμαδικὴν ἐνώπιον τῶν πανεπιστημιακῶν ἀρχῶν οἱ νέοι πτυχιοῦχοι τῆς ὀδοντιατρικῆς σχολῆς. Εἰς τὴν φωτογραφίαν οἱ νέοι πτυχιοῦχοι: Ἀναγνωστόπουλος Χαρ., Ἀλεξανδράκη Παν., Ἀλεξίου Κων., Ἀμανατίδης Νικ., Ἀνδρεάδου Ἑλένη, Ἀναγνωστοπούλου Ἀρχ., Χαραλαμπίδης Γρ., Ἀργυρόπουλος Ἰωάννης, Βεργίδης Ἀλέξ., Βρυζα Μαρία, Γεωργιάδης Ἰωάννης, Γκαρέτσος Παν., Δημητριάδου Ἀθηνά, Ἐμμανουὴλ Παν., Ζαχαριάδης Στέλιος, Θεοδωρίδης Νικ., Καρανίκας Σωτ. bbox=[172, 486, 589, 558]
misc-block bbox=[384, 568, 589, 1696]
pharmacy-list: Ἀπὸ 7.30 π.μ. μέχρι 8 π.μ. Ἀκροπόλεως 23, Εὐζώνων 7, Σμύρνης 12, Ἀγ. Δημητρίου 44, Ἀλεξάνδρου Σβώλου 19, Γ. Παπανδρέου 13. bbox=[14, 1536, 164, 1613]
subhead: Προσεχῶς bbox=[172, 1101, 251, 1118]
kicker: ΠΡΟΟΔΟΣ ΣΤΙΣ ΣΥΝΟΜΙΛΙΕΣ ΚΟΙΝΗΣ ΑΓΟΡΑΣ ΚΑΙ ΑΡΑΒΩΝ bbox=[1351, 616, 1576, 642]
article-text: ΜΑΔΡΙΤΗ, 24. (Ἀσ. Πρέσ).— Ἡ ἰσπανικὴ ἀντιπολίτευση, ἡ λεγόμενη «δημοκρατικὴ χούντα», ἐξέδωσε ἀνακοίνωση μὲ τὴν ὁποία ἀπορρίπτει τὸν Δὸν Χουὰν ὡς διάδοχο. bbox=[1125, 1269, 1333, 1334]
brief-text: ΟΤΑΒΑ, 24. (Ἀσ. Πρέσ).— Ἐκπρόσωπος τοῦ καναδικοῦ ὑπουργείου ἐξωτερικῶν εἶπε ὅτι οἱ σοβιετικοὶ δορυφόροι καταγράφουν τηλεφωνήματα. bbox=[1341, 374, 1586, 425]
brief-text: ΡΩΜΗ, 24. (Ἀσ. Πρέσ).— Εὐρωπαϊκοὶ καὶ ἀραβικοὶ κύκλοι ἐξέφρασαν σήμερα τὴν ἱκανοποίησή τους γιὰ τὴν πρόοδο τῶν συνομιλιῶν. bbox=[1341, 644, 1586, 695]
excursion-text: ΤΟΥ ΣΩΜΑΤΕΙΟΥ «ΠΑΝΑΓΙΑ ΣΟΥΜΕΛΑ» εἰς τὴν μονήν. Τηλ. 271-812. ΤΗΣ «ΕΝΩΣΕΩΣ ΣΚΑΚΙΣΤΩΝ» εἰς Μεταμόρφωσιν, πανηγύριν. Ἀναχώρησις ὥρα 7 π.μ. ΤΟΥ ΕΚΔΡΟΜΙΚΟΥ ΟΜΙΛΟΥ ΘΕΣΣΑΛΟΝΙΚΗΣ εἰς Λιτόχωρον. Τηλ. 274.274. ΤΗΣ «ΦΙΛΗΣ ΤΟΥ ΒΟΥΝΟΥ» εἰς Κασσάνδραν. Ὥρα ἀναχωρήσεως 6 π.μ. ΤΟΥ ΟΜΙΛΟΥ ΦΙΛΩΝ ΑΓΙΑΣ ΑΙΚΑΤΕΡΙΝΗΣ εἰς Νέα Ποτίδαια. bbox=[172, 659, 376, 802]
brief-text: ΣΑΝ ΧΟΣΕ, Κόστα Ρίκα, 24. (Ρόϋτερ).— Οἱ ὑπουργοὶ ἐξωτερικῶν τῶν ἀμερικανικῶν κρατῶν ἀναμένεται νὰ ἄρουν τὶς κυρώσεις. bbox=[1341, 945, 1586, 982]
kicker: ΔΥΟ ΝΕΚΡΟΙ ΣΕ ΜΑΛΛΟΝ ΑΣΗΜΑΝΤΗ ΛΗΣΤΕΙΑ ΣΤΟ ΠΑΡΙΣΙ bbox=[606, 382, 736, 421]
notice-text: Σὰν ἀνεψιὰ μας ἔλαβε Καλ. Χριστίνα Βασιλειάδου, τοῦ ἐνρίκου τὸ πτυχίο τῆς νομικῆς σχολῆς. Εὐχόμεθα. Οἰκογένεια ΝΙΚΟΛΑΟΥ. bbox=[14, 217, 164, 281]
kicker: 102.400.000 ΩΡΕΣ ΑΠΩΛΕΣΘΗΚΑΝ ΣΤΗΝ ΙΤΑΛΙΑ ΑΠΟ ΤΙΣ ΑΠΕΡΓΙΕΣ bbox=[1357, 115, 1570, 141]
article-col bbox=[1125, 232, 1333, 448]
excursion-text: ΤΟΥ ΤΟΥΡΙΣΤΙΚΟΥ ΟΜΙΛΟΥ «ΓΑΛΑΤΙΣΤΑ» ἀπὸ 26-31 Ἰουλίου εἰς Καστοριὰν, Πρέσπες, Φλώρινα. Πληροφορίαι Ἐγνατία 71. ΤΟΥ ΣΩΜΑΤΕΙΟΥ ΚΑΤΑΣΤΗΜΑΤΩΝ ΚΟΥΡΕΩΝ καὶ ΚΟΜΜΩΤΗΡΙΩΝ εἰς Ἀθήνα, Δελφούς, 28 Ἰουλίου. bbox=[172, 1119, 376, 1210]
article-text: ΜΑΔΡΙΤΗ, 24 (Ρόϋτερ).— Οἱ ἰσπανικὲς ἀρχὲς ἀνακοίνωσαν ὅτι θὰ συσταθῆ εἰδικὸ δικαστήριο γιὰ τὶς ἀπεργίες. bbox=[910, 1436, 1117, 1488]
tv-listing: 18.30 Τὸ φανταστικὸ ταξίδι τοῦ Σίντμπαντ. 19.15 Ἡ ἐποχὴ τῶν δεινοσαύρων. 20.00 Εἰδήσεις. 20.15 Ἡ ἐκπομπὴ τῆς ἐβδομάδας. 21.00 Ὁ ἄγνωστος πόλεμος. 22.00 Εἰδήσεις. 22.30 Ταινία. bbox=[597, 609, 746, 712]
article-col bbox=[910, 1269, 1117, 1492]
notice-text: Ὁ ΔΗΜΗΤΡΙΟΣ ΜΑΚΡΙΤΣΗΣ τοῦ Ἀντωνίου καὶ ἡ ΕΥΑΓΓΕΛΙΑ ΓΕΩΡΓΙΑΔΟΥ τοῦ Ἀνέστη, γεννηθέντες εἰς Θεσσαλονίκην, μέλλουν νὰ ἔλθουν εἰς νόμιμον γάμον. bbox=[14, 1133, 164, 1223]
brief-text: ΡΩΜΗ, 24. (Ἀσ. Πρέσ).— Εὐρωπαϊκοὶ καὶ ἀραβικοὶ κύκλοι ἐξέφρασαν σήμερα τὴν ἱκανοποίησή τους γιὰ τὴν πρόοδο τῶν συνομιλιῶν. bbox=[1341, 700, 1586, 751]
